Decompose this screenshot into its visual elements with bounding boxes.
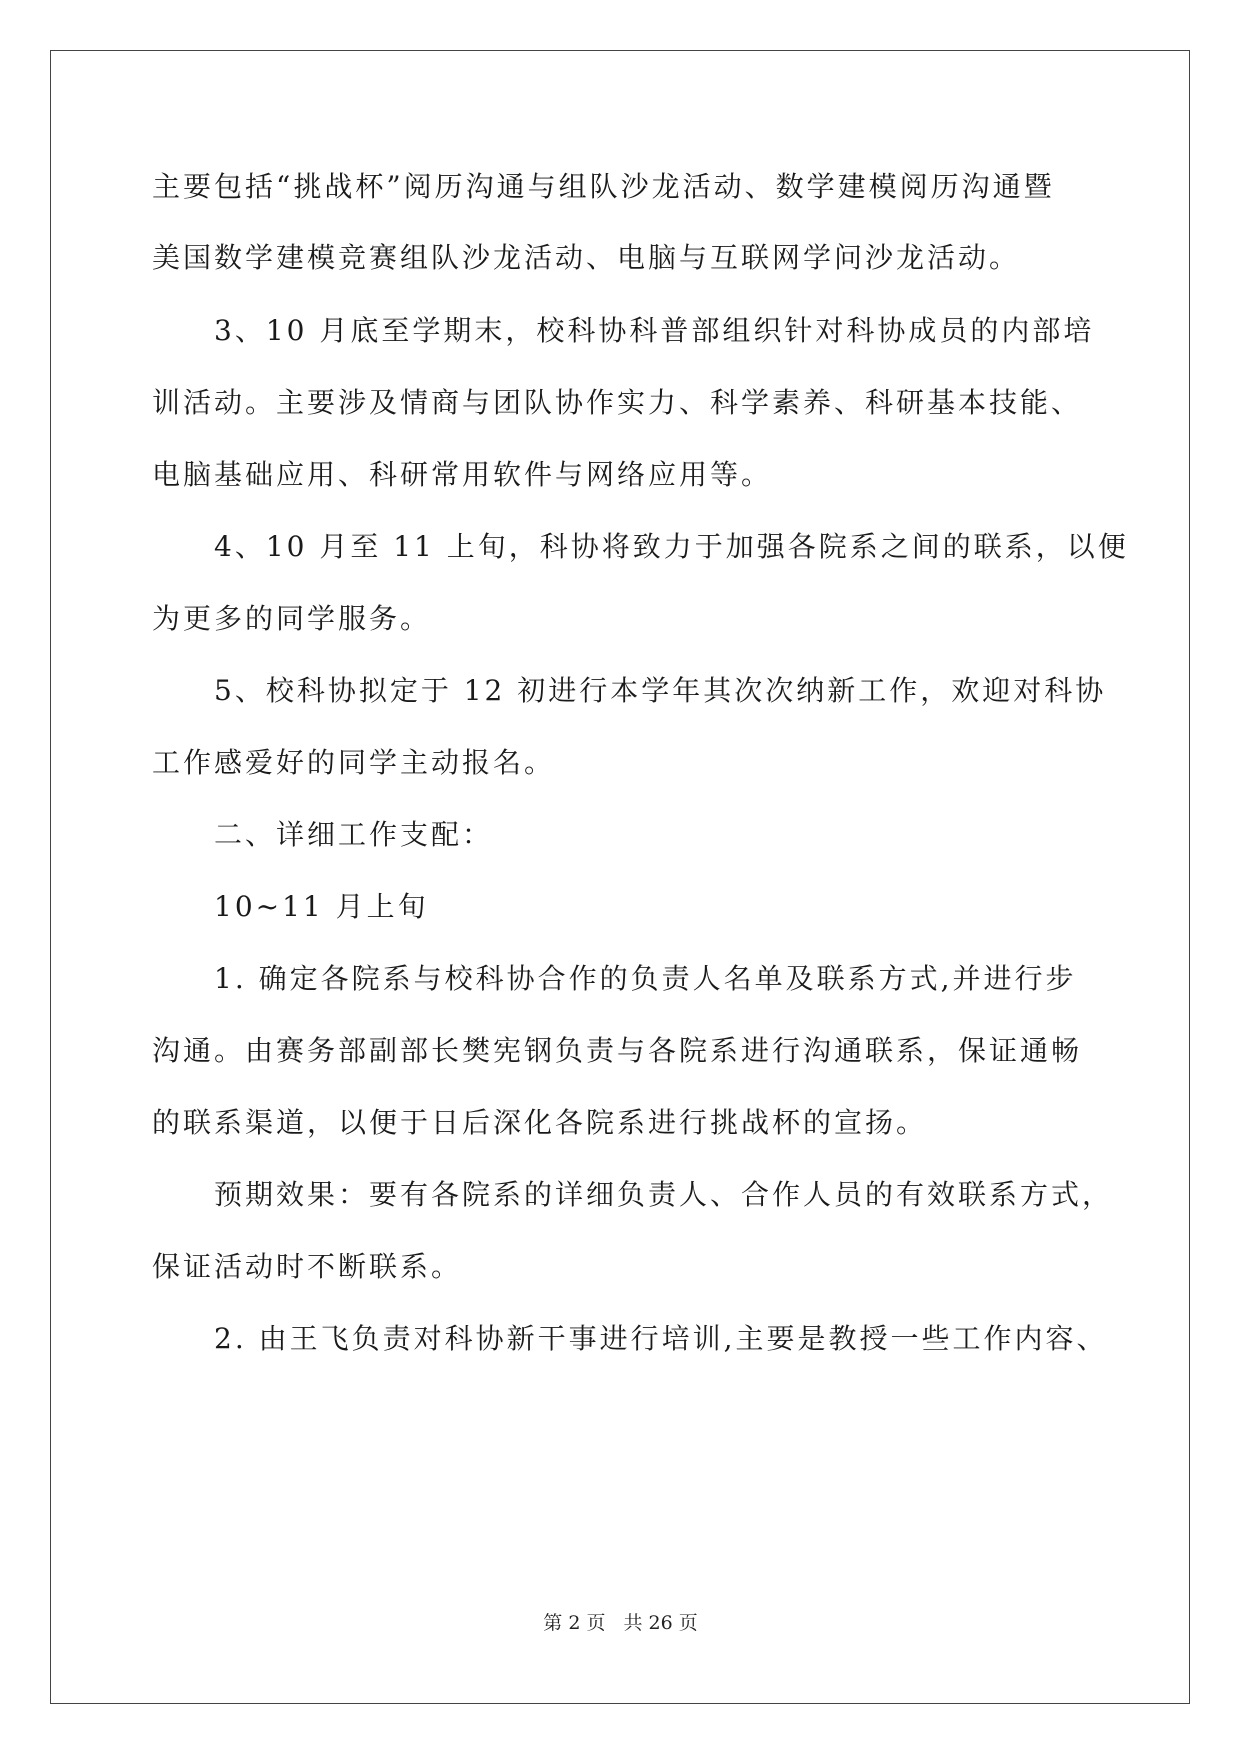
text-line: 电脑基础应用、科研常用软件与网络应用等。 <box>152 458 773 491</box>
page-footer <box>0 1611 1241 1635</box>
text-line: 为更多的同学服务。 <box>152 602 432 635</box>
text-line: 美国数学建模竞赛组队沙龙活动、电脑与互联网学问沙龙活动。 <box>152 241 1021 274</box>
text-line: 3、10 月底至学期末，校科协科普部组织针对科协成员的内部培 <box>214 314 1095 347</box>
text-line: 4、10 月至 11 上旬，科协将致力于加强各院系之间的联系，以便 <box>214 530 1129 563</box>
text-line: 预期效果：要有各院系的详细负责人、合作人员的有效联系方式， <box>214 1178 1114 1211</box>
text-line: 工作感爱好的同学主动报名。 <box>152 746 556 779</box>
page-total: 共 26 页 <box>623 1612 698 1634</box>
text-line: 1. 确定各院系与校科协合作的负责人名单及联系方式,并进行步 <box>214 962 1077 995</box>
text-line: 2. 由王飞负责对科协新干事进行培训,主要是教授一些工作内容、 <box>214 1322 1108 1355</box>
text-line: 沟通。由赛务部副部长樊宪钢负责与各院系进行沟通联系，保证通畅 <box>152 1034 1083 1067</box>
section-heading: 二、详细工作支配： <box>214 818 494 851</box>
text-line: 5、校科协拟定于 12 初进行本学年其次次纳新工作，欢迎对科协 <box>214 674 1107 707</box>
page-border <box>50 50 1190 1704</box>
page-number: 第 2 页 <box>543 1612 606 1634</box>
date-heading: 10~11 月上旬 <box>214 890 429 923</box>
text-line: 训活动。主要涉及情商与团队协作实力、科学素养、科研基本技能、 <box>152 386 1083 419</box>
text-line: 保证活动时不断联系。 <box>152 1250 463 1283</box>
text-line: 的联系渠道，以便于日后深化各院系进行挑战杯的宣扬。 <box>152 1106 928 1139</box>
text-line: 主要包括“挑战杯”阅历沟通与组队沙龙活动、数学建模阅历沟通暨 <box>152 170 1055 203</box>
